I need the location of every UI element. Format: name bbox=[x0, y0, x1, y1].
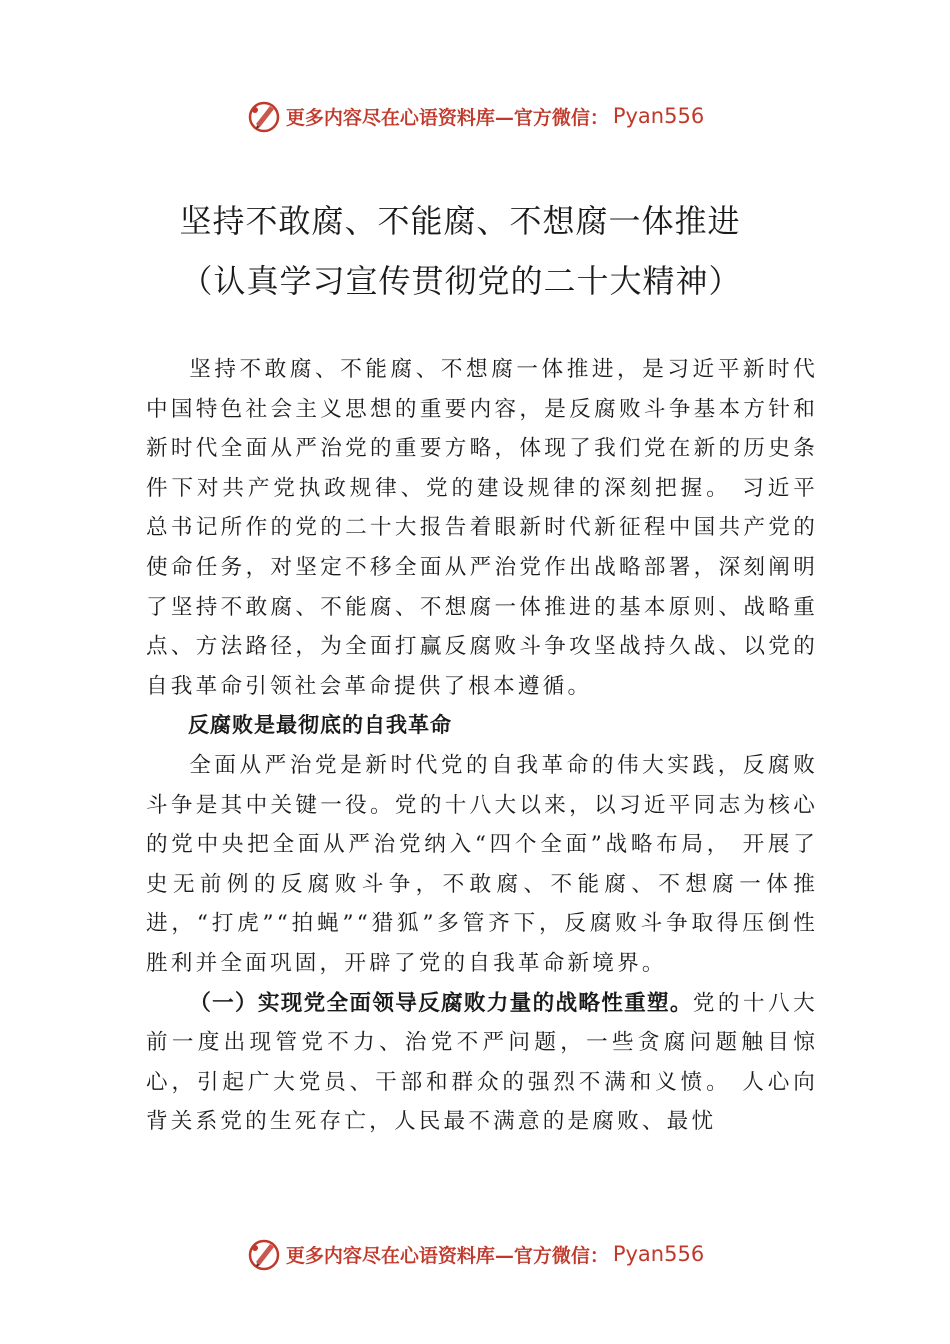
watermark-text: 更多内容尽在心语资料库—官方微信： bbox=[285, 1244, 609, 1267]
document-subtitle: （认真学习宣传贯彻党的二十大精神） bbox=[180, 262, 742, 300]
watermark-header bbox=[0, 96, 950, 136]
subsection-lead: （一）实现党全面领导反腐败力量的战略性重塑。 bbox=[189, 990, 693, 1016]
subsection-text: 党的十八大前一度出现管党不力、治党不严问题，一些贪腐问题触目惊心，引起广大党员、干部和群众的强烈不满和义愤。 人心向背关系党的生死存亡，人民最不满意的是腐败、最忧 bbox=[146, 990, 818, 1135]
paragraph-subsection-1 bbox=[146, 984, 818, 1142]
paragraph-intro: 坚持不敢腐、不能腐、不想腐一体推进，是习近平新时代中国特色社会主义思想的重要内容，是反腐败斗争基本方针和新时代全面从严治党的重要方略，体现了我们党在新的历史条件下对共产党执政规律、党的建设规律的深刻把握。 习近平总书记所作的党的二十大报告着眼新时代新征程中国共产党的使命任务，对坚定不移全面从严治党作出战略部署，深刻阐明了坚持不敢腐、不能腐、不想腐一体推进的基本原则、战略重点、方法路径，为全面打赢反腐败斗争攻坚战持久战、以党的自我革命引领社会革命提供了根本遵循。 bbox=[146, 357, 818, 699]
watermark-text: 更多内容尽在心语资料库—官方微信： bbox=[285, 106, 609, 129]
quill-pen-seal-icon bbox=[246, 1236, 282, 1272]
watermark-wechat-id: Pyan556 bbox=[612, 1242, 705, 1266]
watermark-footer bbox=[0, 1234, 950, 1274]
watermark-wechat-id: Pyan556 bbox=[612, 104, 705, 128]
quill-pen-seal-icon bbox=[246, 98, 282, 134]
paragraph-section-1: 全面从严治党是新时代党的自我革命的伟大实践，反腐败斗争是其中关键一役。党的十八大以来，以习近平同志为核心的党中央把全面从严治党纳入“四个全面”战略布局， 开展了史无前例的反腐败斗争，不敢腐、不能腐、不想腐一体推进，“打虎”“拍蝇”“猎狐”多管齐下，反腐败斗争取得压倒性胜利并全面巩固，开辟了党的自我革命新境界。 bbox=[146, 752, 818, 976]
document-title: 坚持不敢腐、不能腐、不想腐一体推进 bbox=[179, 202, 741, 240]
document-body bbox=[146, 350, 818, 1142]
section-heading: 反腐败是最彻底的自我革命 bbox=[188, 713, 452, 738]
